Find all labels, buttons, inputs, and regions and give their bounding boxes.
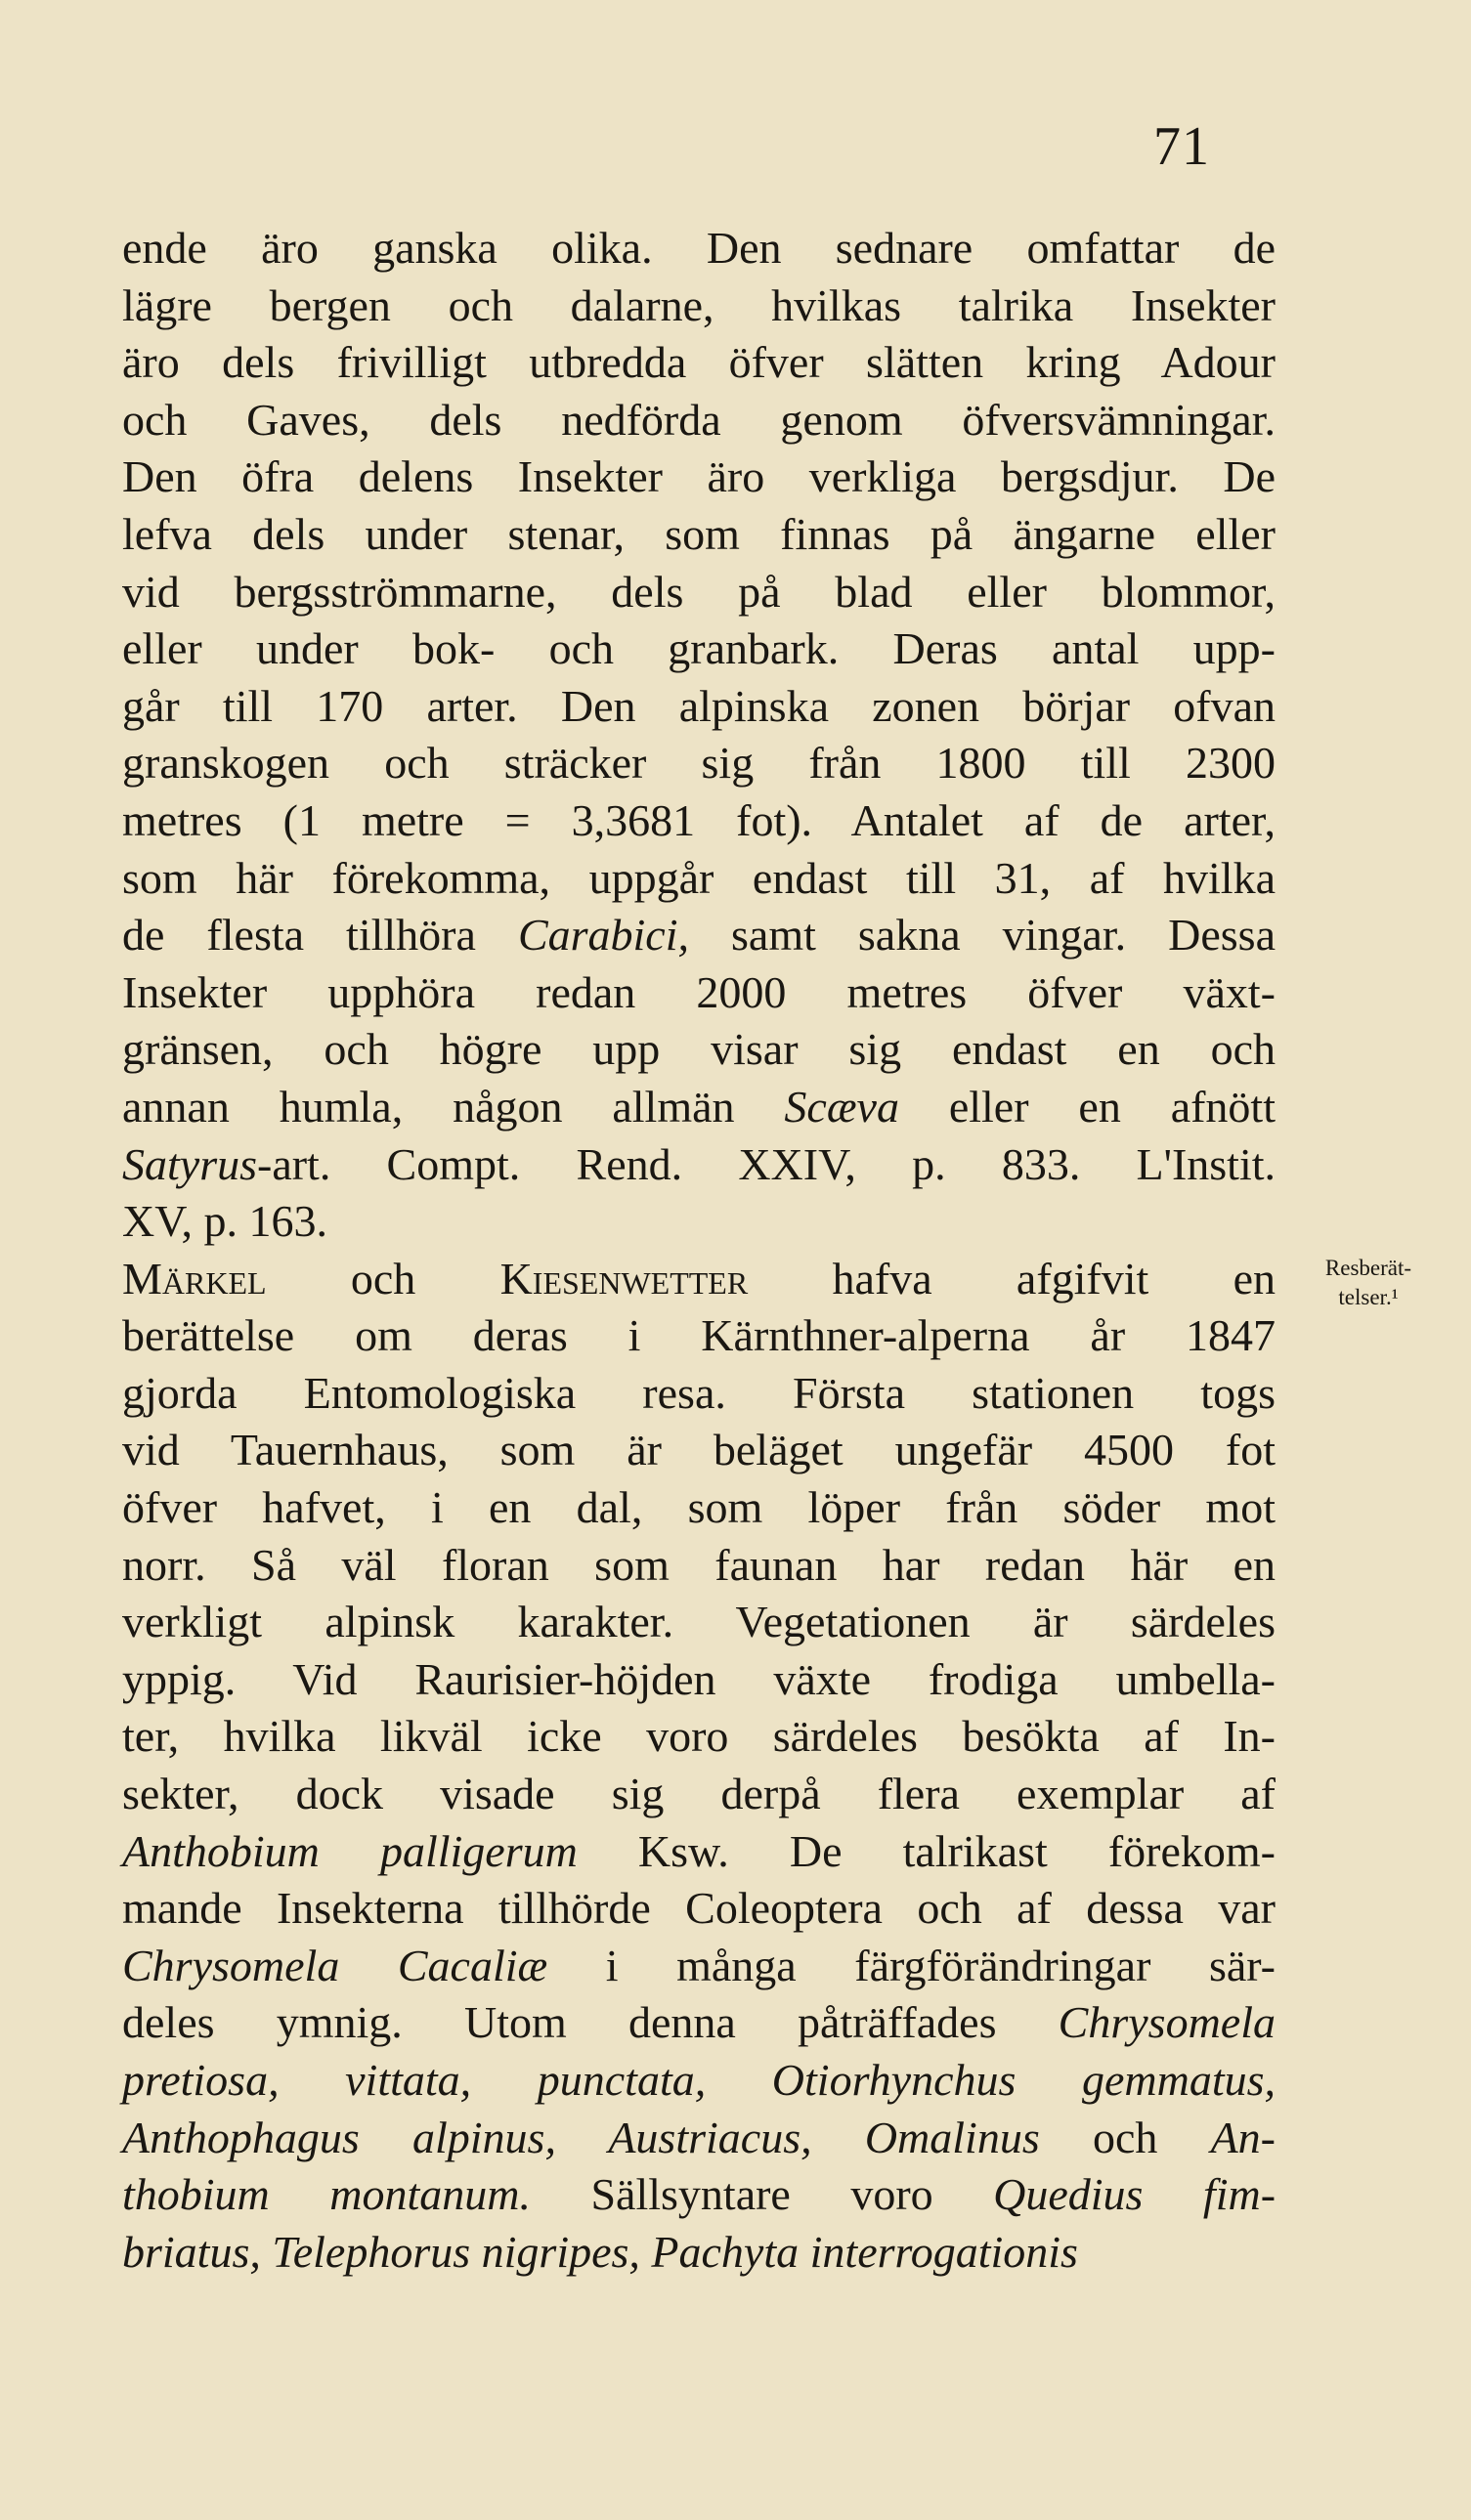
text-segment: metres (1 metre = 3,3681 fot). Antalet af de arter, [122,794,1276,845]
text-segment: Anthophagus alpinus, Austriacus, Omalinus [122,2112,1040,2162]
text-line [122,448,1276,506]
text-line [122,850,1276,908]
text-segment: Den öfra delens Insekter äro verkliga bergsdjur. De [122,451,1276,502]
text-segment: Anthobium palligerum [122,1825,578,1876]
text-line [122,1479,1276,1537]
text-segment: öfver hafvet, i en dal, som löper från söder mot [122,1482,1276,1533]
text-line [122,1651,1276,1709]
text-segment: verkligt alpinsk karakter. Vegetationen är särdeles [122,1597,1276,1647]
text-line [122,1708,1276,1766]
text-line [122,564,1276,621]
text-segment: norr. Så väl floran som faunan har redan här en [122,1539,1276,1590]
text-segment: lefva dels under stenar, som finnas på ängarne eller [122,508,1276,559]
text-line [122,278,1276,335]
text-line [122,1766,1276,1823]
text-segment: XV, p. 163. [122,1196,328,1247]
text-line [122,1365,1276,1423]
text-line [122,1537,1276,1595]
text-segment: samt sakna vingar. Dessa [689,910,1276,961]
text-segment: Sällsyntare voro [530,2169,994,2220]
margin-note-line: telser.¹ [1338,1285,1399,1309]
text-segment: och [1039,2112,1211,2162]
text-line [122,1251,1276,1308]
text-line [122,1079,1276,1136]
text-segment: Satyrus [122,1138,257,1189]
text-segment: äro dels frivilligt utbredda öfver slätten kring Adour [122,337,1276,388]
text-segment: Scæva [784,1081,899,1132]
text-segment: gjorda Entomologiska resa. Första stationen togs [122,1367,1276,1418]
text-line [122,2224,1276,2282]
body-text [122,220,1276,2281]
text-segment: vid Tauernhaus, som är beläget ungefär 4500 fot [122,1425,1276,1475]
text-line [122,620,1276,678]
text-segment: berättelse om deras i Kärnthner-alperna år 1847 [122,1310,1276,1361]
text-segment: thobium montanum. [122,2169,531,2220]
margin-note-line: Resberät- [1324,1256,1412,1280]
text-line [122,2110,1276,2167]
text-segment: eller under bok- och granbark. Deras antal upp- [122,623,1276,674]
text-segment: och [266,1253,500,1303]
text-line [122,1307,1276,1365]
text-segment: vid bergsströmmarne, dels på blad eller blommor, [122,566,1276,617]
text-segment: -art. Compt. Rend. XXIV, p. 833. L'Instit. [257,1138,1276,1189]
text-line [122,907,1276,964]
text-line [122,334,1276,392]
text-segment: gränsen, och högre upp visar sig endast en och [122,1024,1276,1075]
text-segment: annan humla, någon allmän [122,1081,785,1132]
text-line [122,1422,1276,1479]
text-line [122,1021,1276,1079]
text-segment: Quedius fim- [993,2169,1276,2220]
text-segment: eller en afnött [898,1081,1276,1132]
text-line [122,392,1276,449]
text-line [122,792,1276,850]
text-segment: och Gaves, dels nedförda genom öfversvämningar. [122,394,1276,445]
text-line [122,1594,1276,1651]
text-segment: de flesta tillhöra [122,910,518,961]
text-line [122,220,1276,278]
text-line [122,2052,1276,2110]
text-line [122,678,1276,736]
text-line [122,1193,1276,1251]
text-segment: Ksw. De talrikast förekom- [577,1825,1276,1876]
text-segment: An- [1210,2112,1276,2162]
margin-note [1280,1254,1456,1312]
text-line [122,1994,1276,2052]
text-line [122,1136,1276,1194]
text-segment: Märkel [122,1253,267,1303]
text-segment: Chrysomela [1058,1997,1276,2048]
text-segment: ende äro ganska olika. Den sednare omfattar de [122,223,1276,273]
text-segment: i många färgförändringar sär- [547,1940,1276,1990]
text-segment: ter, hvilka likväl icke voro särdeles besökta af In- [122,1711,1276,1762]
text-segment: yppig. Vid Raurisier-höjden växte frodiga umbella- [122,1653,1276,1704]
text-segment: briatus, Telephorus nigripes, Pachyta interrogationis [122,2226,1078,2277]
text-line [122,735,1276,792]
text-line [122,1938,1276,1995]
text-line [122,2166,1276,2224]
text-segment: Chrysomela Cacaliæ [122,1940,548,1990]
text-segment: pretiosa, vittata, punctata, Otiorhynchus gemmatus, [122,2055,1276,2105]
text-segment: mande Insekterna tillhörde Coleoptera och af dessa var [122,1883,1276,1934]
text-segment: Carabici, [517,910,689,961]
text-segment: sekter, dock visade sig derpå flera exemplar af [122,1769,1276,1819]
text-segment: går till 170 arter. Den alpinska zonen börjar ofvan [122,680,1276,731]
text-segment: lägre bergen och dalarne, hvilkas talrika Insekter [122,279,1276,330]
text-segment: Kiesenwetter [499,1253,749,1303]
text-line [122,506,1276,564]
text-segment: hafva afgifvit en [748,1253,1276,1303]
text-segment: Insekter upphöra redan 2000 metres öfver växt- [122,966,1276,1017]
text-line [122,1823,1276,1881]
text-segment: som här förekomma, uppgår endast till 31, af hvilka [122,852,1276,903]
text-segment: granskogen och sträcker sig från 1800 till 2300 [122,738,1276,789]
text-line [122,964,1276,1022]
text-segment: deles ymnig. Utom denna påträffades [122,1997,1059,2048]
page-number: 71 [1153,116,1210,177]
text-line [122,1880,1276,1938]
